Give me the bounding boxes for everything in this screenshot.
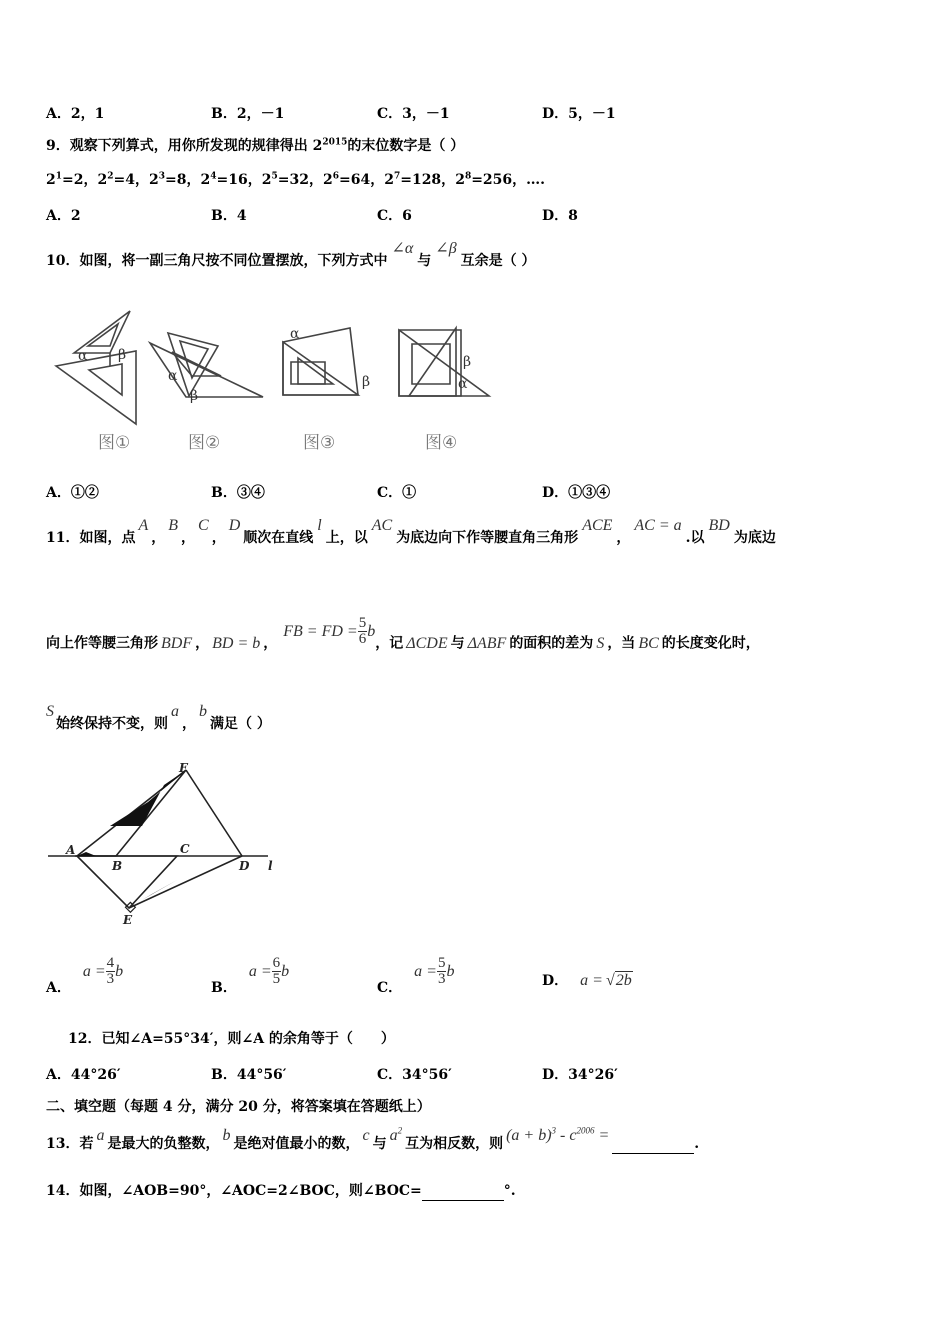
fig-caption-1: 图① (98, 433, 131, 453)
fig-caption-4: 图④ (425, 433, 458, 453)
q10-stem: 10．如图，将一副三角尺按不同位置摆放，下列方式中∠α与∠β互余是（ ） (46, 240, 536, 269)
q12-stem: 12．已知∠A=55°34′，则∠A 的余角等于（ ） (68, 1031, 395, 1047)
q10-option-d: D．①③④ (542, 485, 611, 501)
fig-label-B: B (112, 859, 123, 873)
fig2-beta: β (190, 388, 199, 404)
q9-option-d: D．8 (542, 208, 578, 224)
fig2-alpha: α (168, 368, 178, 384)
q10-option-c: C．① (377, 485, 417, 501)
q8-option-b: B．2，－1 (211, 106, 285, 122)
fig-label-l: l (268, 859, 273, 873)
q11-option-c: C．a = $\frac{5}{3}$ b (377, 955, 455, 996)
q9-option-b: B．4 (211, 208, 247, 224)
fig3-alpha: α (290, 326, 300, 342)
fig4-beta: β (463, 354, 472, 370)
fig-label-C: C (180, 842, 190, 856)
fig4-alpha: α (458, 376, 468, 392)
q11-figure (46, 760, 286, 930)
q12-option-d: D．34°26′ (542, 1067, 618, 1083)
q14-stem: 14．如图，∠AOB=90°，∠AOC=2∠BOC，则∠BOC= °. (46, 1183, 516, 1199)
section-2-heading: 二、填空题（每题 4 分，满分 20 分，将答案填在答题纸上） (46, 1099, 431, 1115)
q10-fig4 (399, 328, 489, 396)
q13-answer-blank[interactable] (612, 1135, 694, 1154)
q14-answer-blank[interactable] (422, 1182, 504, 1201)
fig1-alpha: α (78, 348, 88, 364)
q8-option-a: A．2，1 (46, 106, 105, 122)
fig3-beta: β (362, 374, 371, 390)
q10-option-b: B．③④ (211, 485, 265, 501)
q9-series: $2^1=2$，$2^2=4$，$2^3=8$，$2^4=16$，$2^5=32$，$2^6=64$，$2^7=128$，$2^8=256$，…. (46, 171, 546, 188)
fig1-beta: β (118, 347, 127, 363)
fig-label-A: A (66, 843, 76, 857)
q13-stem: 13．若 a 是最大的负整数， b 是绝对值最小的数， c 与 $a^2$互为相反数，则 $(a + b)^3 - c^{2006}$ = . (46, 1125, 700, 1152)
q10-fig2 (150, 333, 263, 397)
q12-option-b: B．44°56′ (211, 1067, 287, 1083)
q9-option-c: C．6 (377, 208, 412, 224)
q11-line1: 11．如图，点A，B，C，D顺次在直线l上，以AC为底边向下作等腰直角三角形ACE，AC = a.以BD为底边 (46, 517, 776, 546)
q11-option-a: A．a = $\frac{4}{3}$ b (46, 955, 124, 996)
fig-label-D: D (239, 859, 250, 873)
q9-option-a: A．2 (46, 208, 81, 224)
q11-line3: S始终保持不变，则a，b满足（ ） (46, 703, 271, 732)
q8-option-d: D．5，－1 (542, 106, 616, 122)
q10-option-a: A．①② (46, 485, 99, 501)
fig-label-F: F (179, 761, 188, 775)
q10-fig1 (56, 311, 136, 424)
q11-line2: 向上作等腰三角形 BDF ， BD = b ，FB = FD = $\frac{5}{6}$ b，记 ΔCDE 与 ΔABF 的面积的差为 S ，当 BC 的长度变化时， (46, 615, 760, 652)
q8-option-c: C．3，－1 (377, 106, 450, 122)
q11-option-d: D． a = √2b (542, 972, 632, 989)
fig-label-E: E (123, 913, 133, 927)
q11-option-b: B．a = $\frac{6}{5}$ b (211, 955, 290, 996)
q11-frac: $\frac{5}{6}$ (358, 615, 367, 647)
q12-option-a: A．44°26′ (46, 1067, 121, 1083)
q12-option-c: C．34°56′ (377, 1067, 452, 1083)
fig-caption-2: 图② (188, 433, 221, 453)
fig-caption-3: 图③ (303, 433, 336, 453)
q9-stem: 9．观察下列算式，用你所发现的规律得出 $2^{2015}$的末位数字是（ ） (46, 137, 465, 154)
